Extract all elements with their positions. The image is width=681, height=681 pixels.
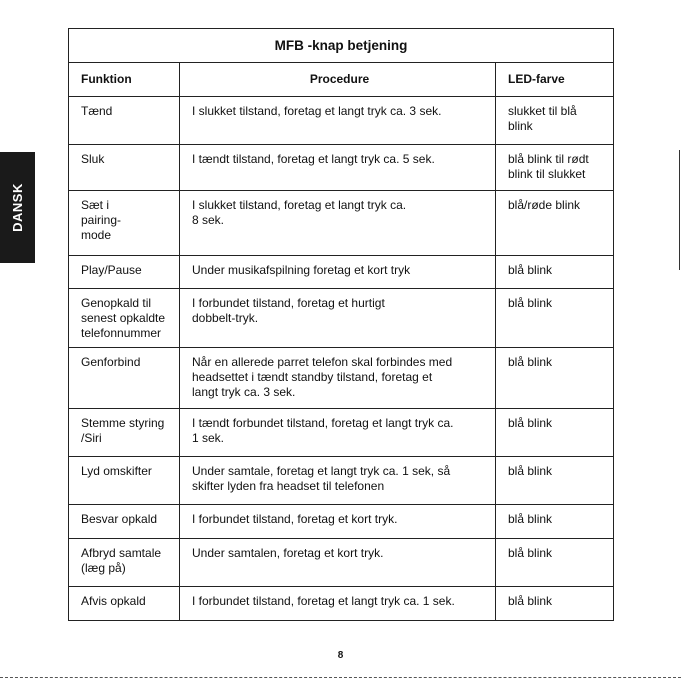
function-cell: Sæt i pairing- mode xyxy=(69,191,180,256)
table-row xyxy=(69,539,614,587)
language-tab xyxy=(0,152,35,263)
table-title: MFB -knap betjening xyxy=(69,29,614,63)
led-cell: blå blink xyxy=(496,457,614,505)
table-row xyxy=(69,145,614,191)
function-cell: Play/Pause xyxy=(69,256,180,289)
led-cell: blå blink xyxy=(496,348,614,409)
procedure-cell: Under samtale, foretag et langt tryk ca. 1 sek, så skifter lyden fra headset til telefonen xyxy=(180,457,496,505)
table-row xyxy=(69,191,614,256)
table-row xyxy=(69,256,614,289)
header-function: Funktion xyxy=(69,63,180,97)
table-row xyxy=(69,457,614,505)
function-cell: Genforbind xyxy=(69,348,180,409)
function-cell: Besvar opkald xyxy=(69,505,180,539)
function-cell: Stemme styring /Siri xyxy=(69,409,180,457)
led-cell: blå blink xyxy=(496,289,614,348)
led-cell: blå blink til rødt blink til slukket xyxy=(496,145,614,191)
table-row xyxy=(69,348,614,409)
header-led: LED-farve xyxy=(496,63,614,97)
procedure-cell: Under musikafspilning foretag et kort tryk xyxy=(180,256,496,289)
procedure-cell: I tændt tilstand, foretag et langt tryk ca. 5 sek. xyxy=(180,145,496,191)
led-cell: blå blink xyxy=(496,409,614,457)
procedure-cell: I forbundet tilstand, foretag et hurtigt dobbelt-tryk. xyxy=(180,289,496,348)
function-cell: Sluk xyxy=(69,145,180,191)
led-cell: blå blink xyxy=(496,587,614,621)
table-row xyxy=(69,409,614,457)
procedure-cell: I slukket tilstand, foretag et langt tryk ca. 3 sek. xyxy=(180,97,496,145)
led-cell: blå blink xyxy=(496,256,614,289)
function-cell: Genopkald til senest opkaldte telefonnummer xyxy=(69,289,180,348)
led-cell: blå blink xyxy=(496,505,614,539)
header-procedure: Procedure xyxy=(180,63,496,97)
page-number: 8 xyxy=(337,650,344,661)
led-cell: blå blink xyxy=(496,539,614,587)
function-cell: Afbryd samtale (læg på) xyxy=(69,539,180,587)
bottom-dashed-rule xyxy=(0,677,681,678)
table-row xyxy=(69,505,614,539)
language-tab-label: DANSK xyxy=(10,183,26,232)
led-cell: blå/røde blink xyxy=(496,191,614,256)
function-cell: Lyd omskifter xyxy=(69,457,180,505)
procedure-cell: I tændt forbundet tilstand, foretag et langt tryk ca. 1 sek. xyxy=(180,409,496,457)
table-row xyxy=(69,289,614,348)
procedure-cell: I slukket tilstand, foretag et langt tryk ca. 8 sek. xyxy=(180,191,496,256)
edge-mark xyxy=(679,150,680,270)
function-cell: Afvis opkald xyxy=(69,587,180,621)
procedure-cell: Når en allerede parret telefon skal forbindes med headsettet i tændt standby tilstand, foretag et langt tryk ca. 3 sek. xyxy=(180,348,496,409)
procedure-cell: I forbundet tilstand, foretag et kort tryk. xyxy=(180,505,496,539)
table-row xyxy=(69,97,614,145)
procedure-cell: Under samtalen, foretag et kort tryk. xyxy=(180,539,496,587)
function-cell: Tænd xyxy=(69,97,180,145)
mfb-button-table xyxy=(68,28,614,621)
led-cell: slukket til blå blink xyxy=(496,97,614,145)
table-row xyxy=(69,587,614,621)
procedure-cell: I forbundet tilstand, foretag et langt tryk ca. 1 sek. xyxy=(180,587,496,621)
